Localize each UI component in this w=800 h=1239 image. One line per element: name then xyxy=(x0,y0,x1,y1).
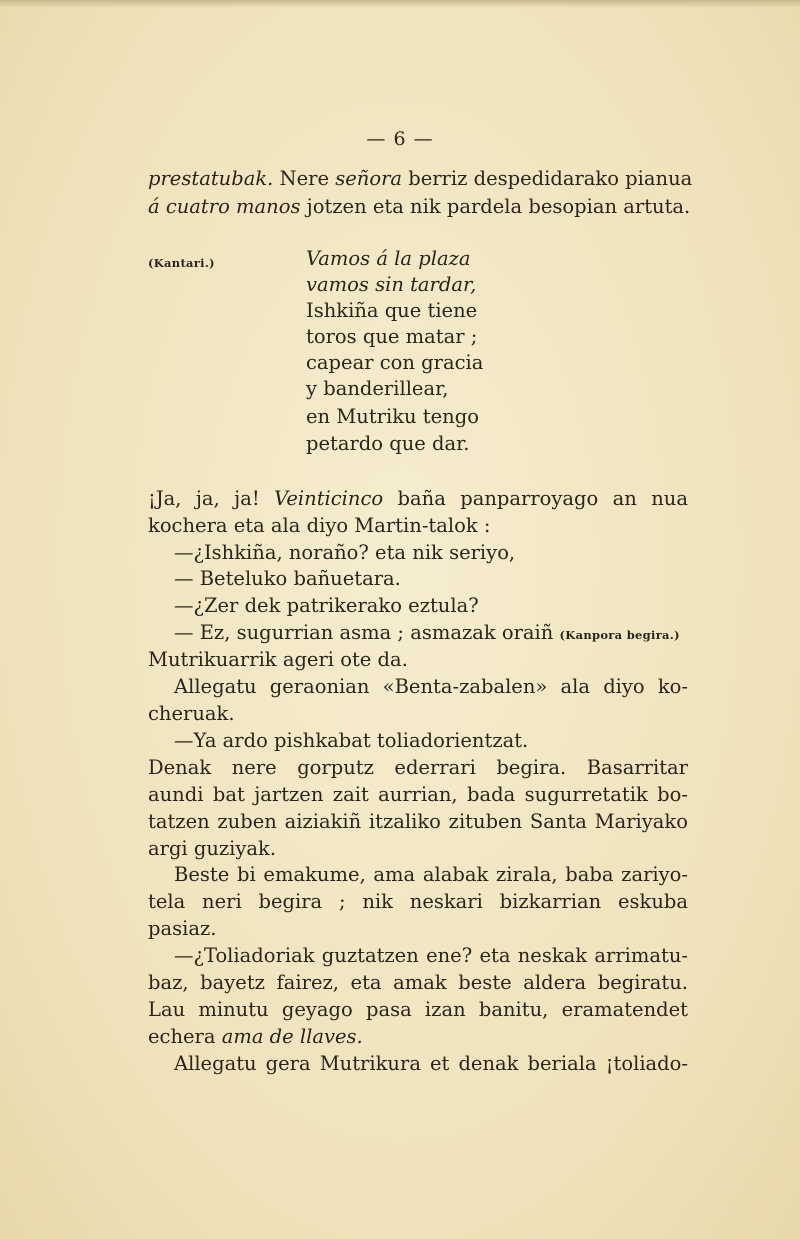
text-line: Allegatu gera Mutrikura et denak beriala ¡toliado- xyxy=(174,1052,688,1075)
text-line: — Beteluko bañuetara. xyxy=(174,567,401,590)
verse-line: vamos sin tardar, xyxy=(306,273,477,296)
verse-line: capear con gracia xyxy=(306,351,484,374)
speaker-note: (Kantari.) xyxy=(148,256,215,270)
text-line: baz, bayetz fairez, eta amak beste aldera begiratu. xyxy=(148,971,688,994)
text-line: ¡Ja, ja, ja! Veinticinco baña panparroyago an nua xyxy=(148,487,688,510)
text-line: Beste bi emakume, ama alabak zirala, baba zariyo- xyxy=(174,863,688,886)
verse-line: Vamos á la plaza xyxy=(306,247,471,270)
page-number: — 6 — xyxy=(366,128,434,150)
text-line: argi guziyak. xyxy=(148,837,277,860)
text-line: pasiaz. xyxy=(148,917,217,940)
text-line: —¿Toliadoriak guztatzen ene? eta neskak arrimatu- xyxy=(174,944,688,967)
text-line: Allegatu geraonian «Benta-zabalen» ala diyo ko- xyxy=(174,675,688,698)
text-line: cheruak. xyxy=(148,702,235,725)
verse-line: Ishkiña que tiene xyxy=(306,299,478,322)
text-line: prestatubak. Nere señora berriz despedidarako pianua xyxy=(148,167,693,190)
text-line: Mutrikuarrik ageri ote da. xyxy=(148,648,408,671)
verse-line: y banderillear, xyxy=(306,377,449,400)
text-line: tatzen zuben aiziakiñ itzaliko zituben Santa Mariyako xyxy=(148,810,688,833)
text-line: tela neri begira ; nik neskari bizkarrian eskuba xyxy=(148,890,688,913)
verse-line: petardo que dar. xyxy=(306,432,470,455)
text-line: á cuatro manos jotzen eta nik pardela besopian artuta. xyxy=(148,195,691,218)
text-line: — Ez, sugurrian asma ; asmazak oraiñ (Kanpora begira.) xyxy=(174,621,680,644)
text-line: aundi bat jartzen zait aurrian, bada sugurretatik bo- xyxy=(148,783,688,806)
text-line: —Ya ardo pishkabat toliadorientzat. xyxy=(174,729,529,752)
verse-line: en Mutriku tengo xyxy=(306,405,479,428)
text-line: echera ama de llaves. xyxy=(148,1025,363,1048)
text-line: Denak nere gorputz ederrari begira. Basarritar xyxy=(148,756,688,779)
page-edge xyxy=(0,0,800,8)
text-line: Lau minutu geyago pasa izan banitu, eramatendet xyxy=(148,998,688,1021)
verse-line: toros que matar ; xyxy=(306,325,478,348)
text-line: —¿Zer dek patrikerako eztula? xyxy=(174,594,479,617)
text-line: kochera eta ala diyo Martin-talok : xyxy=(148,514,491,537)
text-line: —¿Ishkiña, noraño? eta nik seriyo, xyxy=(174,541,516,564)
